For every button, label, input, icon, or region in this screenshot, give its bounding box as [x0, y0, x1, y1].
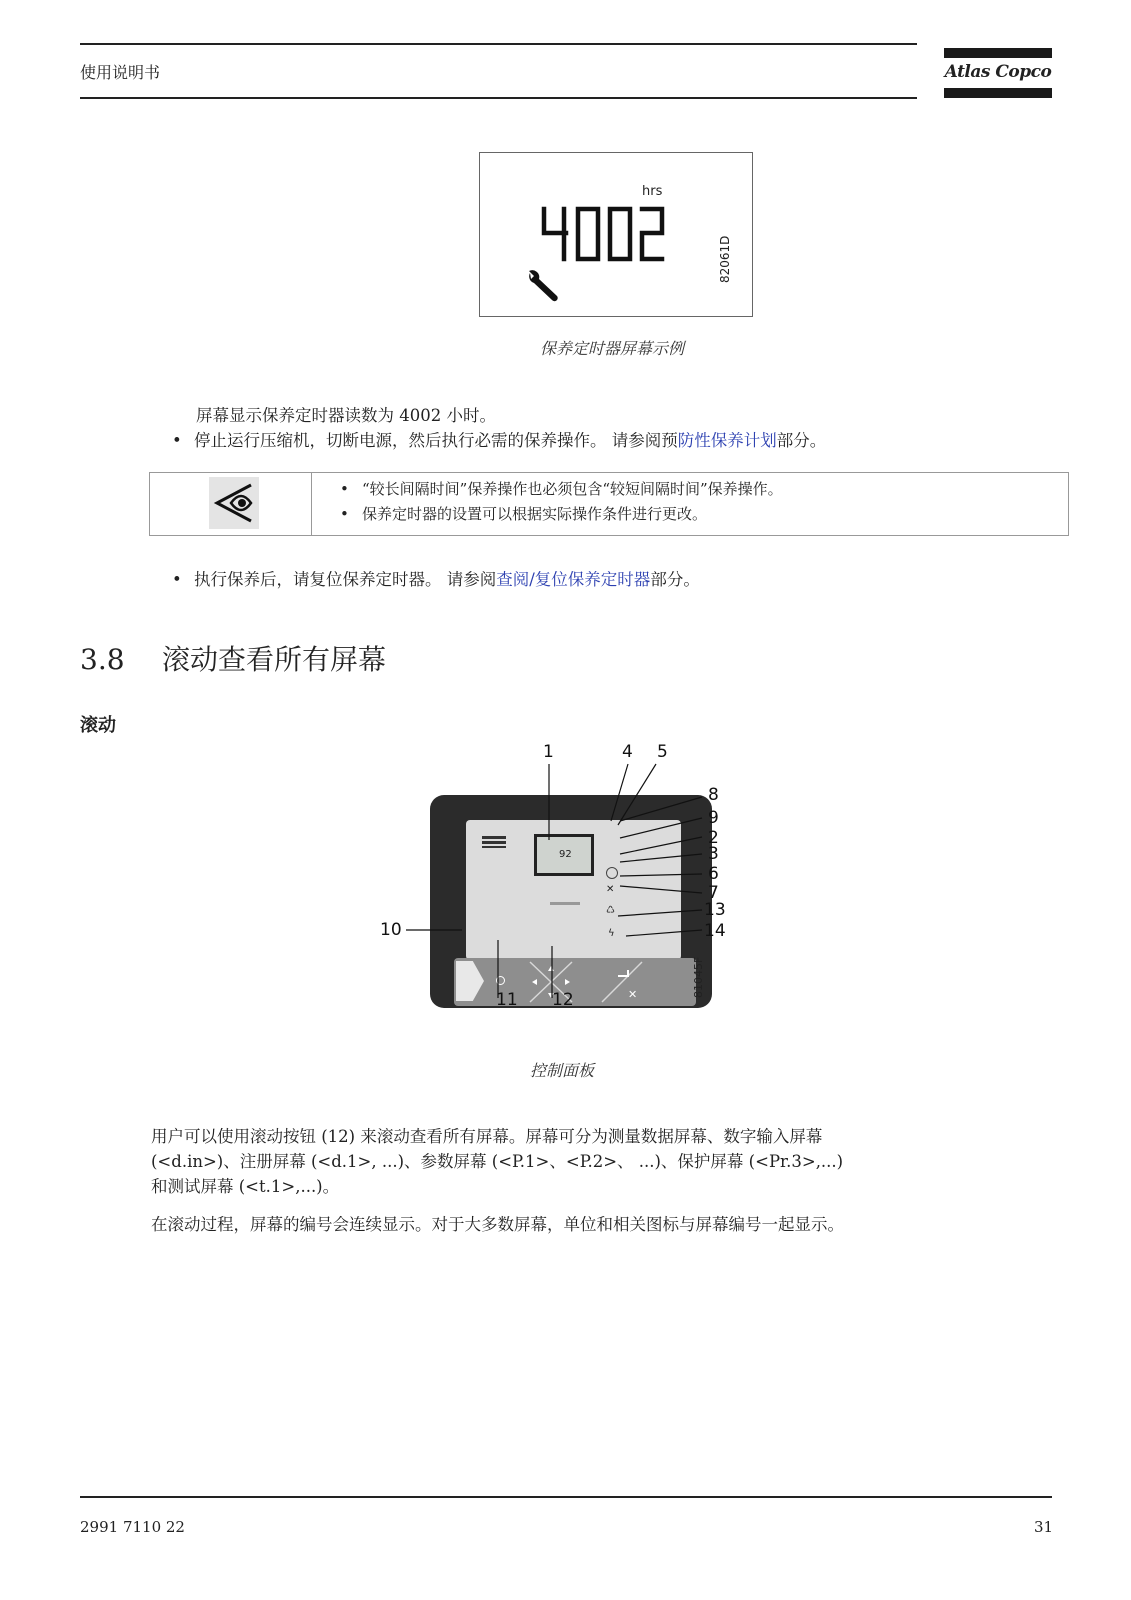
callout-7: 7: [708, 883, 719, 903]
callout-6: 6: [708, 864, 719, 884]
maintenance-timer-figure: [479, 152, 753, 317]
header-bottom-rule: [80, 97, 917, 99]
header-title: 使用说明书: [80, 63, 161, 82]
wrench-icon: [524, 269, 564, 305]
note-icon-cell: [150, 473, 312, 535]
figure1-caption: 保养定时器屏幕示例: [540, 339, 685, 358]
footer-rule: [80, 1496, 1052, 1498]
timer-unit-label: hrs: [642, 184, 663, 199]
callout-12: 12: [552, 990, 574, 1010]
section-title: 滚动查看所有屏幕: [162, 643, 387, 676]
callout-10: 10: [380, 920, 402, 940]
header: [0, 0, 1131, 110]
callout-13: 13: [704, 900, 726, 920]
note-item: • “较长间隔时间”保养操作也必须包含“较短间隔时间”保养操作。: [340, 480, 783, 498]
link-view-reset-timer[interactable]: 查阅/复位保养定时器: [496, 570, 651, 589]
callout-8: 8: [708, 785, 719, 805]
footer-doc-number: 2991 7110 22: [80, 1518, 185, 1536]
note-text-cell: [340, 477, 783, 527]
brand-logo-text: Atlas Copco: [944, 62, 1052, 82]
callout-11: 11: [496, 990, 518, 1010]
subheading-scroll: 滚动: [80, 715, 116, 736]
body-paragraph-2: 在滚动过程，屏幕的编号会连续显示。对于大多数屏幕，单位和相关图标与屏幕编号一起显示。: [151, 1215, 844, 1234]
callout-14: 14: [704, 921, 726, 941]
section-heading: [80, 638, 386, 678]
service-wrench-icon: ✕: [606, 884, 615, 895]
lightning-icon: ϟ: [608, 928, 615, 939]
callout-1: 1: [543, 742, 554, 762]
brand-logo: [944, 46, 1052, 102]
bullet-stop-compressor: • 停止运行压缩机，切断电源，然后执行必需的保养操作。 请参阅预防性保养计划部分。: [172, 431, 827, 450]
callout-2: 2: [708, 828, 719, 848]
callout-9: 9: [708, 808, 719, 828]
note-table: [149, 472, 1069, 536]
callout-3: 3: [708, 844, 719, 864]
bullet-reset-timer: • 执行保养后，请复位保养定时器。 请参阅查阅/复位保养定时器部分。: [172, 570, 700, 589]
section-number: 3.8: [80, 643, 125, 676]
note-item: • 保养定时器的设置可以根据实际操作条件进行更改。: [340, 505, 708, 523]
figure2-code: 81045F: [692, 956, 705, 998]
eye-warning-icon: [209, 477, 259, 529]
link-preventive-maintenance[interactable]: 防性保养计划: [677, 431, 777, 450]
panel-display-value: 92: [559, 849, 572, 860]
footer-page-number: 31: [1034, 1518, 1054, 1536]
figure2-caption: 控制面板: [530, 1061, 595, 1080]
callout-4: 4: [622, 742, 633, 762]
body-paragraph-1: 用户可以使用滚动按钮 (12) 来滚动查看所有屏幕。屏幕可分为测量数据屏幕、数字输入屏幕 (<d.in>)、注册屏幕 (<d.1>, ...)、参数屏幕 (<P.1>、<P.2>、 ...)、保护屏幕 (<Pr.3>,...) 和测试屏幕 (<t.1>,...)。: [151, 1127, 844, 1196]
control-panel-figure: [380, 742, 760, 1035]
timer-reading-text: 屏幕显示保养定时器读数为 4002 小时。: [196, 406, 496, 425]
svg-text:✕: ✕: [628, 988, 638, 1001]
recycle-icon: ♺: [606, 905, 615, 916]
callout-5: 5: [657, 742, 668, 762]
header-top-rule: [80, 43, 917, 45]
timer-digits: [538, 205, 668, 265]
figure-code: 82061D: [718, 235, 732, 283]
